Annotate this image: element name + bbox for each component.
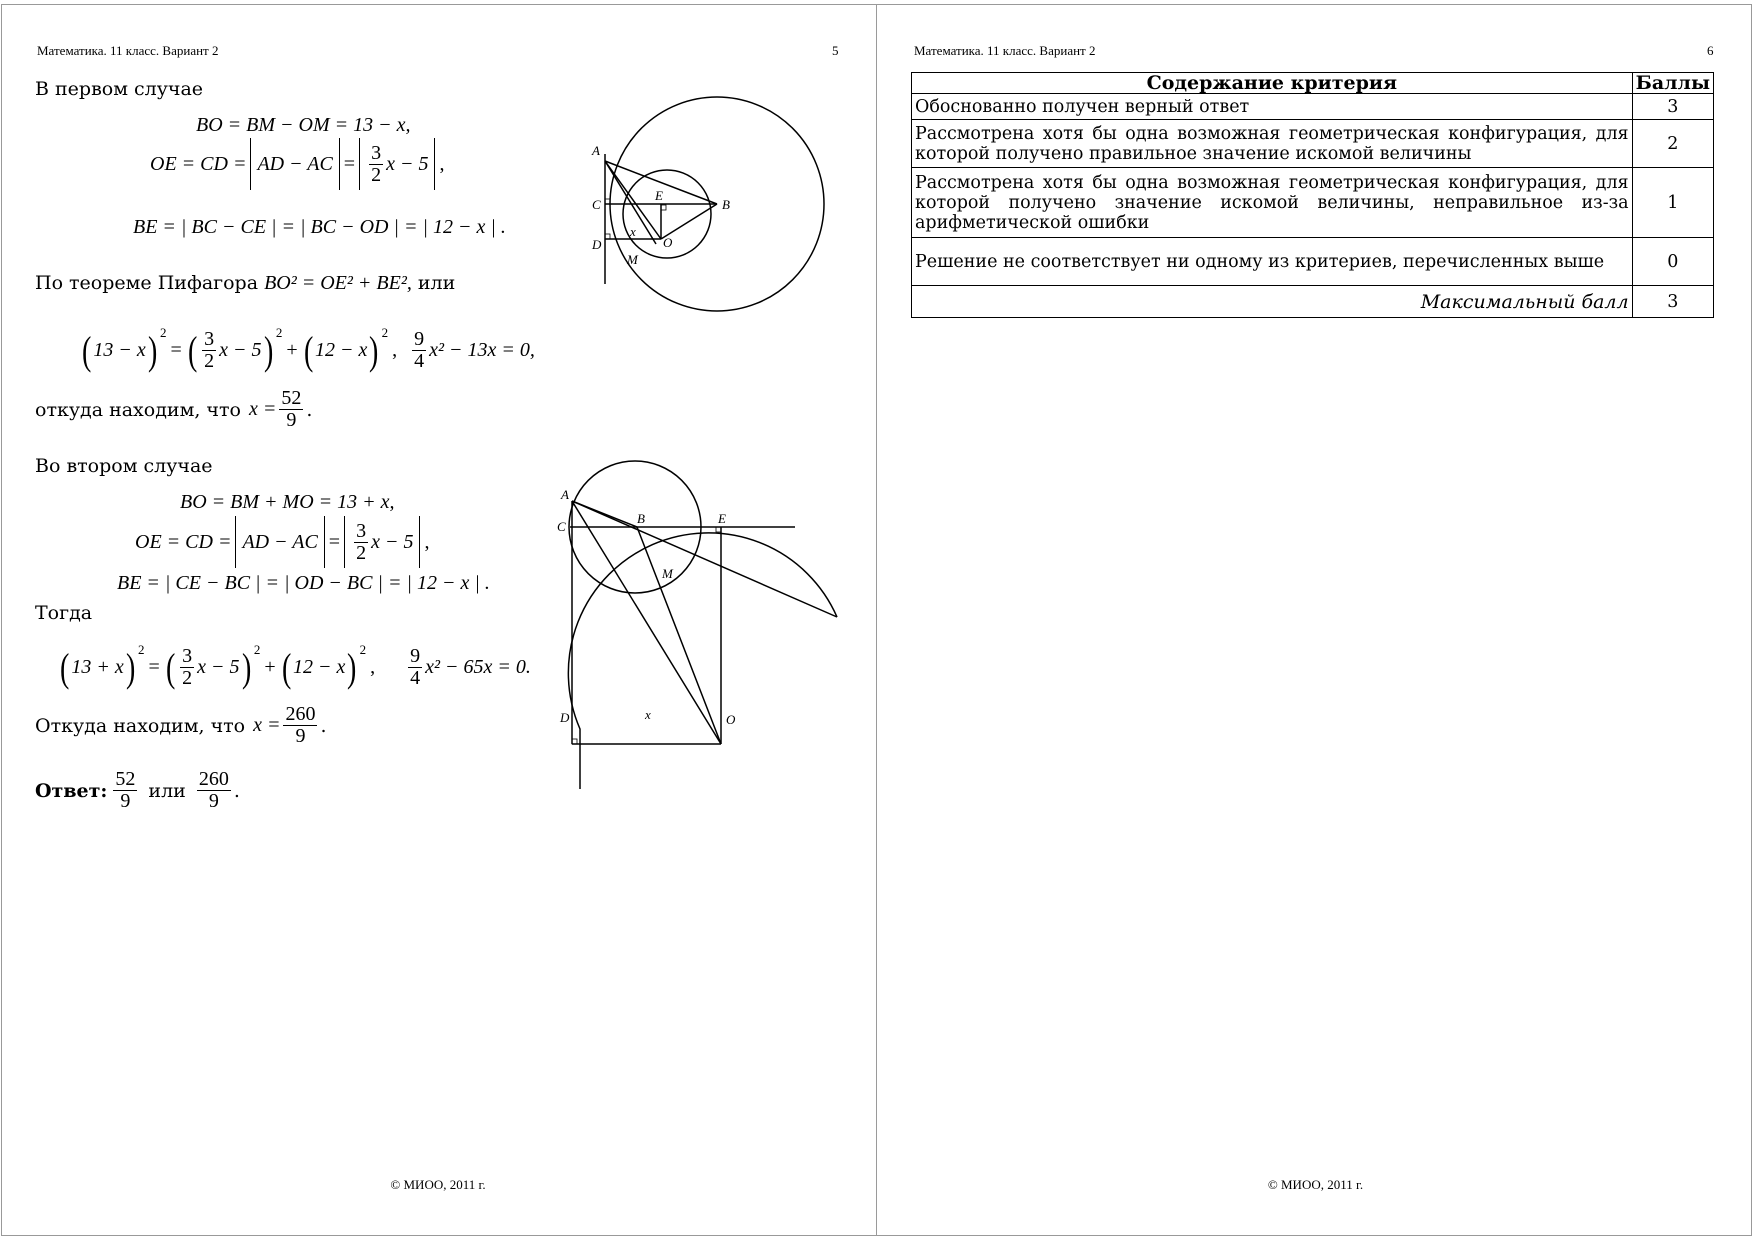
fig2-segment-AB-ext bbox=[572, 501, 837, 617]
case2-eq2-abs1 bbox=[235, 516, 324, 568]
case1-eq4-mid-tail: x − 5 bbox=[219, 339, 262, 361]
fig2-label-B: B bbox=[637, 511, 645, 526]
frac-num: 260 bbox=[198, 768, 229, 790]
case2-result: Откуда находим, что x = $\frac{260}{9}$ . bbox=[35, 703, 327, 747]
case2-result-frac bbox=[283, 704, 317, 747]
frac-den: 9 bbox=[120, 790, 131, 812]
frac-num: 52 bbox=[281, 387, 302, 409]
fig1-label-x: x bbox=[630, 224, 636, 239]
case2-eq4: ( 13 + x ) 2 = ( $\frac{3}{2}$ x − 5 ) 2 + ( 12 − x ) 2 , $\frac{9}{4}$ x² − 65x = 0. bbox=[59, 641, 531, 690]
case2-eq4-frac bbox=[180, 646, 194, 689]
fig1-label-O: O bbox=[663, 235, 673, 250]
case2-eq2-end: , bbox=[424, 530, 430, 553]
case1-result-text: откуда находим, что bbox=[35, 398, 241, 421]
answer-or: или bbox=[148, 779, 186, 802]
pythagoras-formula: BO² = OE² + BE², bbox=[264, 272, 412, 294]
case1-eq2-inner: AD − AC bbox=[257, 152, 333, 175]
frac-den: 2 bbox=[356, 541, 367, 564]
frac-den: 9 bbox=[208, 790, 219, 812]
case2-result-x: x = bbox=[253, 714, 281, 736]
frac-num: 52 bbox=[115, 768, 136, 790]
case1-eq2-frac bbox=[369, 143, 383, 186]
max-row bbox=[912, 286, 1714, 318]
criteria-table bbox=[911, 72, 1714, 318]
criteria-header-row bbox=[912, 73, 1714, 94]
case2-eq4-left: 13 + x bbox=[71, 656, 124, 678]
fig2-label-O: O bbox=[726, 712, 736, 727]
fig2-label-x: x bbox=[645, 707, 651, 722]
criterion-points: 0 bbox=[1632, 238, 1713, 286]
col-criterion-header: Содержание критерия bbox=[912, 73, 1633, 94]
case1-eq2-tail: x − 5 bbox=[386, 152, 429, 175]
case1-eq2 bbox=[150, 138, 444, 190]
frac-den: 9 bbox=[295, 725, 306, 747]
frac-den: 2 bbox=[371, 163, 382, 186]
left-page-number: 5 bbox=[832, 43, 839, 58]
criterion-text: Рассмотрена хотя бы одна возможная геометрическая конфигурация, для которой получено правильное значение искомой величины bbox=[912, 120, 1633, 168]
frac-num: 9 bbox=[410, 645, 421, 667]
right-header-title: Математика. 11 класс. Вариант 2 bbox=[914, 43, 1096, 58]
criterion-text: Рассмотрена хотя бы одна возможная геометрическая конфигурация, для которой получено значение искомой величины, неправильное из-за арифметической ошибки bbox=[912, 168, 1633, 238]
fig2-label-A: A bbox=[561, 487, 569, 502]
pythagoras-or: или bbox=[417, 272, 456, 294]
fig1-label-E: E bbox=[655, 188, 663, 203]
case2-eq2 bbox=[135, 516, 429, 568]
frac-den: 2 bbox=[204, 350, 215, 372]
case1-eq4-frac bbox=[202, 329, 216, 372]
criterion-text: Решение не соответствует ни одному из критериев, перечисленных выше bbox=[912, 238, 1633, 286]
answer bbox=[35, 769, 240, 812]
case2-eq4-right: 12 − x bbox=[292, 656, 346, 678]
frac-den: 4 bbox=[410, 667, 421, 689]
case1-eq2-abs1 bbox=[250, 138, 339, 190]
case1-eq2-prefix: OE = CD = bbox=[150, 152, 247, 175]
fig2-label-D: D bbox=[560, 710, 570, 725]
fig1-segment-OB bbox=[661, 204, 717, 239]
pythagoras-text: По теореме Пифагора bbox=[35, 272, 259, 294]
right-page bbox=[877, 4, 1754, 1236]
case1-eq1: BO = BM − OM = 13 − x, bbox=[196, 114, 411, 136]
case1-eq4-left: 13 − x bbox=[93, 339, 146, 361]
frac-num: 260 bbox=[285, 703, 316, 725]
case1-eq2-abs2 bbox=[359, 138, 435, 190]
answer-end: . bbox=[233, 779, 240, 802]
right-page-number: 6 bbox=[1707, 43, 1714, 58]
left-footer: © МИОО, 2011 г. bbox=[390, 1177, 486, 1192]
frac-num: 9 bbox=[414, 328, 425, 350]
fig2-label-E: E bbox=[718, 511, 726, 526]
frac-num: 3 bbox=[356, 519, 367, 542]
frac-den: 9 bbox=[286, 409, 297, 431]
fig1-label-M: M bbox=[627, 252, 638, 267]
case2-eq2-abs2 bbox=[344, 516, 420, 568]
left-header-title: Математика. 11 класс. Вариант 2 bbox=[37, 43, 219, 58]
right-footer: © МИОО, 2011 г. bbox=[1267, 1177, 1364, 1192]
case1-result-x: x = bbox=[248, 398, 277, 420]
case1-result: откуда находим, что x = $\frac{52}{9}$ . bbox=[35, 387, 313, 431]
case1-eq4-res-tail: x² − 13x = 0, bbox=[429, 339, 535, 361]
col-points-header: Баллы bbox=[1632, 73, 1713, 94]
table-row bbox=[912, 238, 1714, 286]
case2-eq1: BO = BM + MO = 13 + x, bbox=[180, 491, 395, 513]
case2-eq2-tail: x − 5 bbox=[371, 530, 414, 553]
fig2-label-C: C bbox=[557, 519, 566, 534]
table-row bbox=[912, 94, 1714, 120]
fig1-label-D: D bbox=[592, 237, 602, 252]
case1-eq4-res-frac bbox=[412, 329, 426, 372]
case1-eq4: ( 13 − x ) 2 = ( $\frac{3}{2}$ x − 5 ) 2 + ( 12 − x ) 2 , $\frac{9}{4}$ x² − 13x = 0, bbox=[81, 324, 535, 373]
fig2-large-arc bbox=[568, 533, 837, 789]
frac-den: 4 bbox=[414, 350, 425, 372]
answer-label: Ответ: bbox=[35, 779, 108, 802]
case2-then: Тогда bbox=[35, 602, 93, 624]
case1-eq4-right: 12 − x bbox=[314, 339, 368, 361]
case2-eq2-eq: = bbox=[328, 530, 341, 553]
max-points: 3 bbox=[1632, 286, 1713, 318]
case2-eq4-res-frac bbox=[408, 646, 422, 689]
figure-case2 bbox=[555, 459, 845, 794]
figure-case1 bbox=[585, 79, 845, 329]
pythagoras-line bbox=[35, 272, 455, 295]
answer-frac-b bbox=[197, 769, 231, 812]
frac-num: 3 bbox=[182, 645, 193, 667]
case2-eq2-frac bbox=[354, 521, 368, 564]
table-row bbox=[912, 168, 1714, 238]
case2-eq2-inner: AD − AC bbox=[242, 530, 318, 553]
case1-result-frac bbox=[279, 388, 303, 431]
frac-num: 3 bbox=[371, 141, 382, 164]
case1-eq2-eq: = bbox=[343, 152, 356, 175]
answer-frac-a bbox=[113, 769, 137, 812]
case1-eq2-end: , bbox=[439, 152, 445, 175]
frac-num: 3 bbox=[204, 328, 215, 350]
case2-eq4-res-tail: x² − 65x = 0. bbox=[425, 656, 531, 678]
case2-heading: Во втором случае bbox=[35, 455, 213, 477]
criterion-points: 3 bbox=[1632, 94, 1713, 120]
frac-den: 2 bbox=[182, 667, 193, 689]
case2-eq3: BE = | CE − BC | = | OD − BC | = | 12 − x | . bbox=[117, 572, 490, 594]
fig1-label-B: B bbox=[722, 197, 730, 212]
fig1-label-C: C bbox=[592, 197, 601, 212]
fig2-segment-AB bbox=[572, 501, 637, 527]
criterion-points: 2 bbox=[1632, 120, 1713, 168]
fig2-label-M: M bbox=[662, 566, 673, 581]
left-page bbox=[0, 4, 876, 1236]
case2-eq2-prefix: OE = CD = bbox=[135, 530, 232, 553]
case2-result-text: Откуда находим, что bbox=[35, 714, 246, 737]
fig1-label-A: A bbox=[592, 143, 600, 158]
table-row bbox=[912, 120, 1714, 168]
case2-eq4-mid-tail: x − 5 bbox=[197, 656, 240, 678]
criterion-points: 1 bbox=[1632, 168, 1713, 238]
case1-eq3: BE = | BC − CE | = | BC − OD | = | 12 − x | . bbox=[133, 216, 506, 238]
case1-heading: В первом случае bbox=[35, 78, 204, 100]
criterion-text: Обоснованно получен верный ответ bbox=[912, 94, 1633, 120]
max-label: Максимальный балл bbox=[912, 286, 1633, 318]
